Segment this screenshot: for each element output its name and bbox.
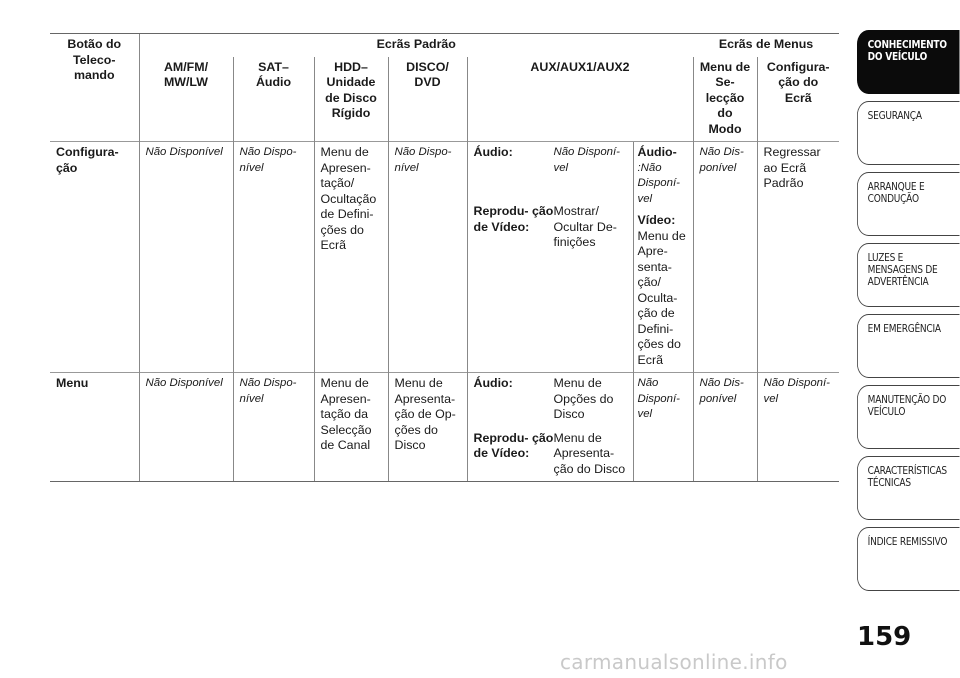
tab-conhecimento-do-veiculo[interactable] — [857, 30, 960, 94]
tab-label: SEGURANÇA — [867, 109, 922, 122]
header-standard-screens: Ecrãs Padrão — [139, 34, 693, 57]
tab-em-emergencia[interactable] — [857, 314, 960, 378]
aux-audio-label: Áudio: — [473, 145, 513, 159]
remote-buttons-table — [50, 33, 839, 482]
cell-amfm: Não Disponível — [139, 142, 233, 373]
cell-hdd: Menu de Apresen- tação da Selecção de Canal — [314, 373, 388, 482]
page-number: 159 — [857, 622, 912, 652]
header-disco: DISCO/ DVD — [388, 57, 467, 142]
tab-arranque-e-conducao[interactable] — [857, 172, 960, 236]
aux-extra-video-label: Vídeo: — [637, 213, 676, 227]
tab-label: ARRANQUE E CONDUÇÃO — [867, 180, 925, 205]
chapter-tabs — [857, 30, 960, 598]
aux-audio-value: Menu de Opções do Disco — [553, 376, 614, 421]
watermark: carmanualsonline.info — [560, 650, 788, 674]
cell-config-screen: Não Disponí- vel — [757, 373, 839, 482]
header-menu-mode: Menu de Se- lecção do Modo — [693, 57, 757, 142]
header-config-screen: Configura- ção do Ecrã — [757, 57, 839, 142]
tab-manutencao-do-veiculo[interactable] — [857, 385, 960, 449]
cell-aux-extra: Não Disponí- vel — [633, 373, 693, 482]
row-button: Configura- ção — [50, 142, 139, 373]
header-aux: AUX/AUX1/AUX2 — [467, 57, 693, 142]
tab-indice-remissivo[interactable] — [857, 527, 960, 591]
aux-extra-audio-value: :Não Disponí- vel — [637, 161, 680, 205]
cell-aux — [467, 142, 633, 373]
table-row — [50, 373, 839, 482]
header-hdd: HDD– Unidade de Disco Rígido — [314, 57, 388, 142]
tab-label: LUZES E MENSAGENS DE ADVERTÊNCIA — [867, 251, 938, 288]
aux-extra-audio-label: Áudio- — [637, 145, 677, 159]
tab-label: EM EMERGÊNCIA — [867, 322, 941, 335]
aux-extra-video-value: Menu de Apre- senta- ção/ Oculta- ção de Defini- ções do Ecrã — [637, 228, 686, 367]
aux-video-label: Reprodu- ção de Vídeo: — [473, 430, 554, 460]
cell-disco: Menu de Apresenta- ção de Op- ções do Disco — [388, 373, 467, 482]
header-button: Botão do Teleco- mando — [50, 34, 139, 142]
cell-sat: Não Dispo- nível — [233, 142, 314, 373]
cell-config-screen: Regressar ao Ecrã Padrão — [757, 142, 839, 373]
aux-video-value: Mostrar/ Ocultar De- finições — [553, 204, 617, 249]
cell-menu-mode: Não Dis- ponível — [693, 142, 757, 373]
tab-label: ÍNDICE REMISSIVO — [867, 535, 948, 548]
header-amfm: AM/FM/ MW/LW — [139, 57, 233, 142]
cell-menu-mode: Não Dis- ponível — [693, 373, 757, 482]
row-button: Menu — [50, 373, 139, 482]
cell-sat: Não Dispo- nível — [233, 373, 314, 482]
cell-hdd: Menu de Apresen- tação/ Ocultação de Defini- ções do Ecrã — [314, 142, 388, 373]
tab-luzes-e-mensagens[interactable] — [857, 243, 960, 307]
aux-audio-label: Áudio: — [473, 376, 513, 390]
tab-seguranca[interactable] — [857, 101, 960, 165]
cell-amfm: Não Disponível — [139, 373, 233, 482]
aux-audio-value: Não Disponí- vel — [553, 146, 620, 174]
aux-video-value: Menu de Apresenta- ção do Disco — [553, 430, 626, 476]
header-sat: SAT– Áudio — [233, 57, 314, 142]
tab-label: CARACTERÍSTICAS TÉCNICAS — [867, 464, 947, 489]
tab-label: CONHECIMENTO DO VEÍCULO — [867, 38, 947, 63]
header-menu-screens: Ecrãs de Menus — [693, 34, 839, 57]
cell-disco: Não Dispo- nível — [388, 142, 467, 373]
cell-aux — [467, 373, 633, 482]
cell-aux-extra — [633, 142, 693, 373]
tab-caracteristicas-tecnicas[interactable] — [857, 456, 960, 520]
aux-video-label: Reprodu- ção de Vídeo: — [473, 204, 554, 234]
table-row — [50, 142, 839, 373]
tab-label: MANUTENÇÃO DO VEÍCULO — [867, 393, 947, 418]
